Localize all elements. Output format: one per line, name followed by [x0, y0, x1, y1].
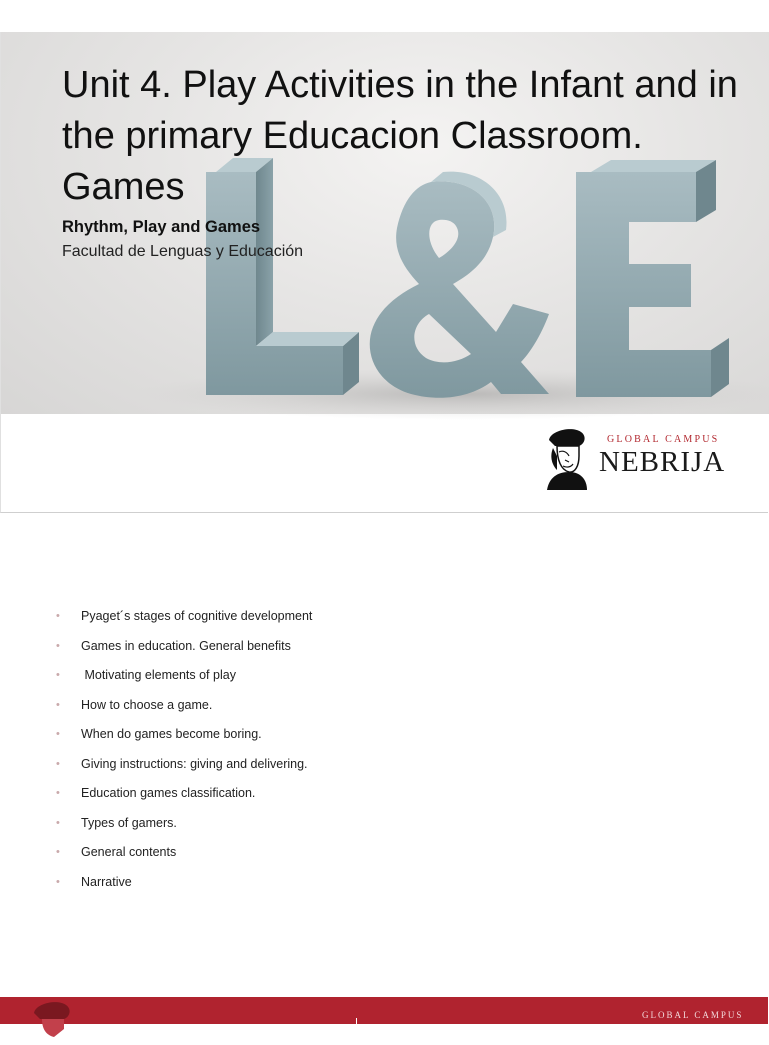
- bullet-icon: •: [56, 610, 60, 622]
- list-item: • Types of gamers.: [56, 813, 312, 843]
- bullet-icon: •: [56, 698, 60, 711]
- list-item: • Giving instructions: giving and delivering.: [56, 754, 312, 784]
- logo-global-campus: GLOBAL CAMPUS: [642, 1010, 744, 1020]
- bullet-icon: •: [56, 757, 60, 770]
- agenda-list: [56, 606, 312, 901]
- list-item: • Narrative: [56, 872, 312, 902]
- list-item: • Pyaget´s stages of cognitive development: [56, 606, 312, 636]
- agenda-slide: [0, 541, 768, 997]
- list-item: • When do games become boring.: [56, 724, 312, 754]
- list-item: • Motivating elements of play: [56, 665, 312, 695]
- slide-title: Unit 4. Play Activities in the Infant and in the primary Educacion Classroom. Games: [62, 64, 738, 208]
- bullet-icon: •: [56, 816, 60, 829]
- logo-nebrija: NEBRIJA: [599, 446, 726, 478]
- logo-nebrija: NEBRIJA: [636, 1019, 734, 1044]
- bullet-icon: •: [56, 875, 60, 888]
- logo-global-campus: GLOBAL CAMPUS: [607, 434, 720, 445]
- bullet-icon: •: [56, 846, 60, 858]
- nebrija-portrait-icon: [28, 999, 76, 1039]
- faculty-name: Facultad de Lenguas y Educación: [62, 243, 304, 260]
- divider-tick: [356, 1018, 357, 1024]
- bullet-icon: •: [56, 669, 60, 681]
- bullet-icon: •: [56, 787, 60, 799]
- slide-subtitle: Rhythm, Play and Games: [62, 218, 261, 236]
- nebrija-portrait-icon: [543, 426, 591, 492]
- nebrija-logo: [543, 426, 743, 492]
- list-item: • Education games classification.: [56, 783, 312, 813]
- list-item: • How to choose a game.: [56, 695, 312, 725]
- bullet-icon: •: [56, 639, 60, 652]
- list-item: • Games in education. General benefits: [56, 636, 312, 666]
- next-slide-header: [0, 997, 768, 1044]
- list-item: • General contents: [56, 842, 312, 872]
- bullet-icon: •: [56, 728, 60, 740]
- title-slide: [0, 32, 768, 513]
